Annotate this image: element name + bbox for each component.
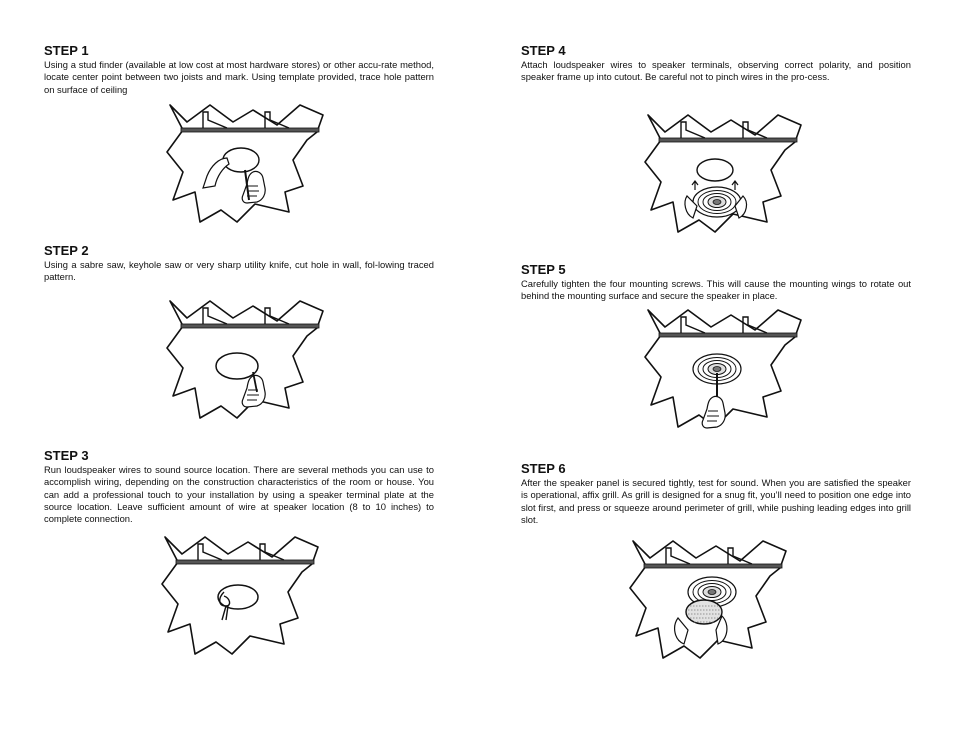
cutout [697,159,733,181]
step-5-title: STEP 5 [521,262,566,277]
step-5 [521,262,911,303]
cut-hole [216,353,258,379]
affix-grill-drawing [628,536,788,664]
step-4-title: STEP 4 [521,43,566,58]
step-1-illustration [165,100,325,228]
trace-template-drawing [165,100,325,228]
step-3-illustration [160,532,320,660]
cut-hole-drawing [165,296,325,424]
step-2-title: STEP 2 [44,243,89,258]
step-4 [521,43,911,84]
position-speaker-drawing [643,110,803,238]
grill [686,600,722,624]
step-3 [44,448,434,525]
step-5-text: Carefully tighten the four mounting screws. This will cause the mounting wings to rotate out behind the mounting surface and secure the speaker in place. [521,278,911,302]
step-2-text: Using a sabre saw, keyhole saw or very sharp utility knife, cut hole in wall, fol-lowing traced pattern. [44,259,434,283]
template-outline [223,148,259,172]
speaker-frame [693,187,741,217]
step-2-illustration [165,296,325,424]
step-6-title: STEP 6 [521,461,566,476]
step-6 [521,461,911,526]
step-1 [44,43,434,96]
step-2 [44,243,434,284]
step-4-text: Attach loudspeaker wires to speaker terminals, observing correct polarity, and position speaker frame up into cutout. Be careful not to pinch wires in the pro-cess. [521,59,911,83]
step-1-title: STEP 1 [44,43,89,58]
tighten-screws-drawing [643,305,803,433]
step-3-title: STEP 3 [44,448,89,463]
step-5-illustration [643,305,803,433]
step-4-illustration [643,110,803,238]
run-wires-drawing [160,532,320,660]
step-6-text: After the speaker panel is secured tightly, test for sound. When you are satisfied the speaker is operational, affix grill. As grill is designed for a snug fit, you’ll need to position one edge into slot first, and press or squeeze around perimeter of grill, while pushing leading edges into grill slot. [521,477,911,525]
step-1-text: Using a stud finder (available at low cost at most hardware stores) or other accu-rate method, locate center point between two joists and mark. Using template provided, trace hole pattern on surface of ceiling [44,59,434,95]
step-6-illustration [628,536,788,664]
step-3-text: Run loudspeaker wires to sound source location. There are several methods you can use to accomplish wiring, depending on the construction characteristics of the room or house. You can add a professional touch to your installation by using a speaker terminal plate at the source location. Leave sufficient amount of wire at speaker location (8 to 10 inches) to complete connection. [44,464,434,525]
